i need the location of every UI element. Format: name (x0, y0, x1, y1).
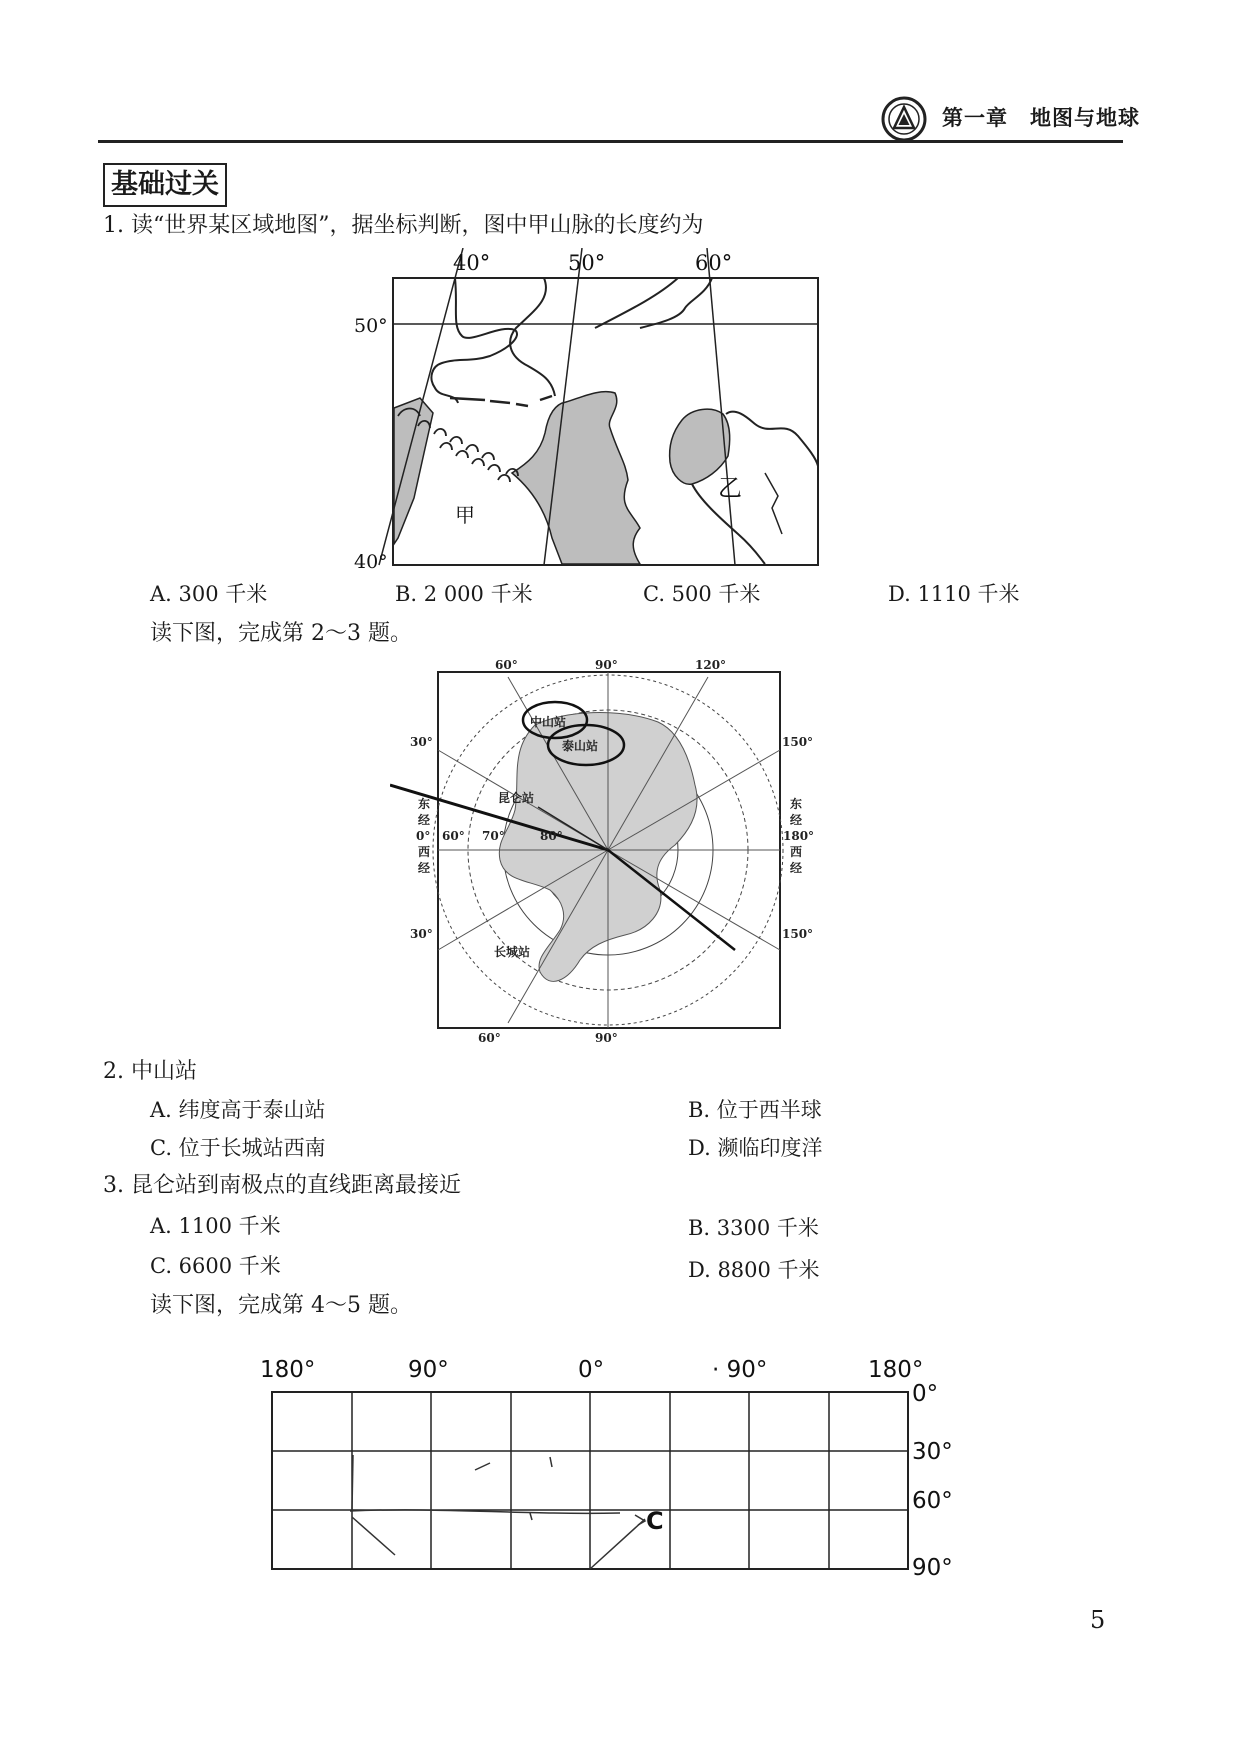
station-zhongshan: 中山站 (530, 715, 567, 729)
lon-label-50: 50° (568, 251, 606, 275)
point-c-label: C (646, 1507, 664, 1535)
right-vertical-3: 180° (783, 829, 815, 843)
ring-label-60: 60° (442, 829, 465, 843)
latlon-grid-map (240, 1345, 980, 1589)
grid-right-label-0: 0° (912, 1381, 939, 1407)
place-jia: 甲 (455, 503, 475, 527)
q3-option-a: A. 1100 千米 (150, 1214, 281, 1238)
intro-2-3: 读下图，完成第 2～3 题。 (150, 621, 412, 646)
grid-right-label-30: 30° (912, 1439, 953, 1465)
q1-option-c: C. 500 千米 (643, 582, 761, 606)
left-vertical-4: 西 (418, 845, 431, 859)
polar-bottom-label-60: 60° (478, 1031, 501, 1045)
lon-label-40: 40° (453, 251, 491, 275)
right-vertical-2: 经 (790, 813, 803, 827)
right-vertical-5: 经 (790, 861, 803, 875)
question-3-stem: 3. 昆仑站到南极点的直线距离最接近 (103, 1173, 461, 1198)
grid-top-label-90-left: 90° (408, 1357, 449, 1383)
grid-right-label-60: 60° (912, 1488, 953, 1514)
antarctic-map (390, 650, 830, 1049)
polar-top-label-90: 90° (595, 658, 618, 672)
right-vertical-4: 西 (790, 845, 803, 859)
right-vertical-1: 东 (790, 797, 803, 811)
chapter-title: 第一章 地图与地球 (942, 105, 1140, 130)
station-taishan: 泰山站 (562, 739, 599, 753)
header-divider (98, 140, 1123, 143)
region-map (340, 248, 880, 577)
polar-left-label-30-top: 30° (410, 735, 433, 749)
q1-option-b: B. 2 000 千米 (395, 582, 533, 606)
q3-option-b: B. 3300 千米 (688, 1216, 819, 1240)
publisher-logo (880, 95, 928, 143)
ring-label-80: 80° (540, 829, 563, 843)
place-yi: 乙 (718, 474, 742, 502)
lon-label-60: 60° (695, 251, 733, 275)
grid-top-label-0: 0° (578, 1357, 605, 1383)
intro-4-5: 读下图，完成第 4～5 题。 (150, 1293, 412, 1318)
q1-option-a: A. 300 千米 (150, 582, 268, 606)
left-vertical-2: 经 (418, 813, 431, 827)
q1-option-d: D. 1110 千米 (888, 582, 1020, 606)
page-number: 5 (1090, 1606, 1106, 1634)
ring-label-70: 70° (482, 829, 505, 843)
q3-option-c: C. 6600 千米 (150, 1254, 281, 1278)
q2-option-b: B. 位于西半球 (688, 1098, 822, 1122)
lat-label-40: 40° (354, 551, 388, 573)
left-vertical-5: 经 (418, 861, 431, 875)
q3-option-d: D. 8800 千米 (688, 1258, 820, 1282)
polar-right-label-150-top: 150° (782, 735, 814, 749)
polar-bottom-label-90: 90° (595, 1031, 618, 1045)
q2-option-a: A. 纬度高于泰山站 (150, 1098, 326, 1122)
grid-top-label-90-right: · 90° (712, 1357, 768, 1383)
q2-option-c: C. 位于长城站西南 (150, 1136, 326, 1160)
question-1-stem: 1. 读“世界某区域地图”，据坐标判断，图中甲山脉的长度约为 (103, 213, 704, 238)
station-changcheng: 长城站 (494, 945, 531, 959)
polar-top-label-60: 60° (495, 658, 518, 672)
q2-option-d: D. 濒临印度洋 (688, 1136, 823, 1160)
grid-right-label-90: 90° (912, 1555, 953, 1581)
lat-label-50: 50° (354, 315, 388, 337)
left-vertical-1: 东 (418, 797, 431, 811)
polar-right-label-150-bottom: 150° (782, 927, 814, 941)
grid-top-label-180-right: 180° (868, 1357, 924, 1383)
question-2-stem: 2. 中山站 (103, 1059, 197, 1084)
left-vertical-3: 0° (416, 829, 431, 843)
station-kunlun: 昆仑站 (498, 791, 535, 805)
polar-top-label-120: 120° (695, 658, 727, 672)
section-title: 基础过关 (103, 163, 227, 207)
grid-top-label-180-left: 180° (260, 1357, 316, 1383)
polar-left-label-30-bottom: 30° (410, 927, 433, 941)
